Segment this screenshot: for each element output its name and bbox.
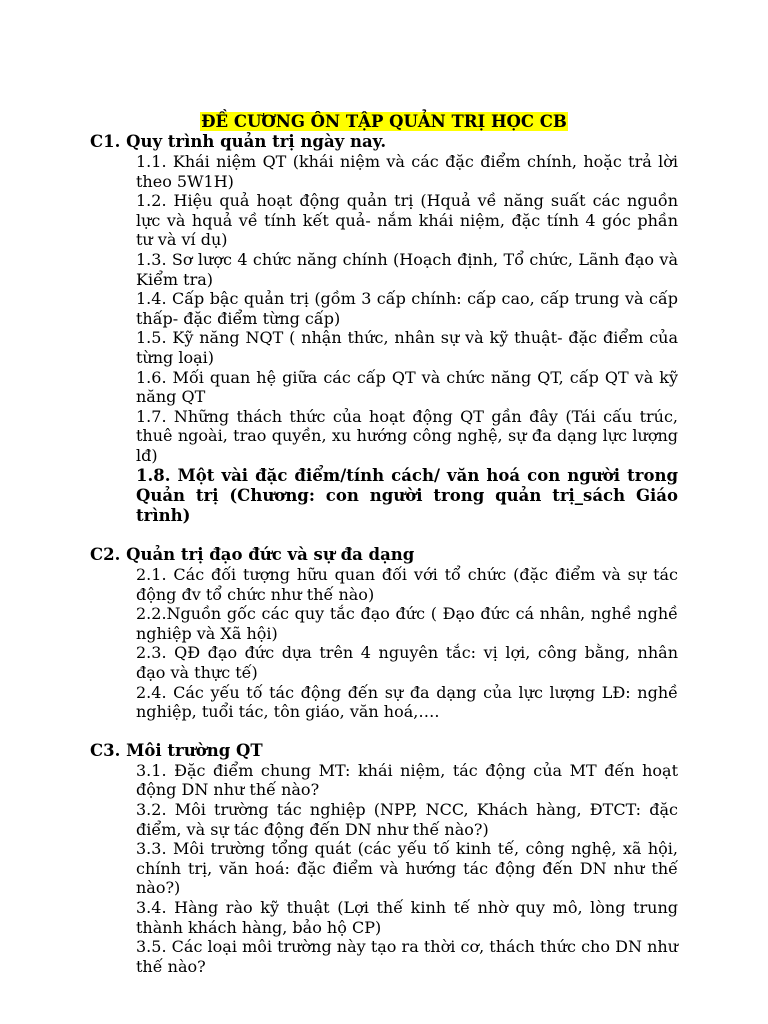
chapter-3-heading: C3. Môi trường QT [90,740,263,760]
item-1-2: 1.2. Hiệu quả hoạt động quản trị (Hquả về năng suất các nguồn lực và hquả về tính kết quả- nắm khái niệm, đặc tính 4 góc phần tư và ví dụ) [136,191,678,250]
item-3-1: 3.1. Đặc điểm chung MT: khái niệm, tác động của MT đến hoạt động DN như thế nào? [136,760,678,800]
item-3-2: 3.2. Môi trường tác nghiệp (NPP, NCC, Khách hàng, ĐTCT: đặc điểm, và sự tác động đến DN như thế nào?) [136,800,678,839]
item-1-4: 1.4. Cấp bậc quản trị (gồm 3 cấp chính: cấp cao, cấp trung và cấp thấp- đặc điểm từng cấp) [136,289,678,328]
item-1-7: 1.7. Những thách thức của hoạt động QT gần đây (Tái cấu trúc, thuê ngoài, trao quyền, xu hướng công nghệ, sự đa dạng lực lượng lđ) [136,406,678,465]
item-1-5: 1.5. Kỹ năng NQT ( nhận thức, nhân sự và kỹ thuật- đặc điểm của từng loại) [136,328,678,367]
section-gap [90,526,678,545]
chapter-1-heading: C1. Quy trình quản trị ngày nay. [90,132,387,151]
item-2-3: 2.3. QĐ đạo đức dựa trên 4 nguyên tắc: vị lợi, công bằng, nhân đạo và thực tế) [136,643,678,683]
item-1-3: 1.3. Sơ lược 4 chức năng chính (Hoạch định, Tổ chức, Lãnh đạo và Kiểm tra) [136,249,678,289]
item-3-4: 3.4. Hàng rào kỹ thuật (Lợi thế kinh tế nhờ quy mô, lòng trung thành khách hàng, bảo hộ CP) [136,898,678,937]
item-1-1: 1.1. Khái niệm QT (khái niệm và các đặc điểm chính, hoặc trả lời theo 5W1H) [136,152,678,191]
chapter-2-heading: C2. Quản trị đạo đức và sự đa dạng [90,545,415,565]
document-title: ĐỀ CƯƠNG ÔN TẬP QUẢN TRỊ HỌC CB [201,112,567,131]
item-1-8: 1.8. Một vài đặc điểm/tính cách/ văn hoá con người trong Quản trị (Chương: con người trong quản trị_sách Giáo trình) [136,465,678,525]
item-2-1: 2.1. Các đối tượng hữu quan đối với tổ chức (đặc điểm và sự tác động đv tổ chức như thế nào) [136,565,678,604]
document-body [90,132,678,976]
item-2-2: 2.2.Nguồn gốc các quy tắc đạo đức ( Đạo đức cá nhân, nghề nghề nghiệp và Xã hội) [136,604,678,643]
item-3-5: 3.5. Các loại môi trường này tạo ra thời cơ, thách thức cho DN như thế nào? [136,937,678,976]
item-3-3: 3.3. Môi trường tổng quát (các yếu tố kinh tế, công nghệ, xã hội, chính trị, văn hoá: đặc điểm và hướng tác động đến DN như thế nào?) [136,839,678,898]
section-gap [90,722,678,741]
document-title-row [0,112,768,132]
item-1-6: 1.6. Mối quan hệ giữa các cấp QT và chức năng QT, cấp QT và kỹ năng QT [136,367,678,407]
item-2-4: 2.4. Các yếu tố tác động đến sự đa dạng của lực lượng LĐ: nghề nghiệp, tuổi tác, tôn giáo, văn hoá,…. [136,682,678,722]
